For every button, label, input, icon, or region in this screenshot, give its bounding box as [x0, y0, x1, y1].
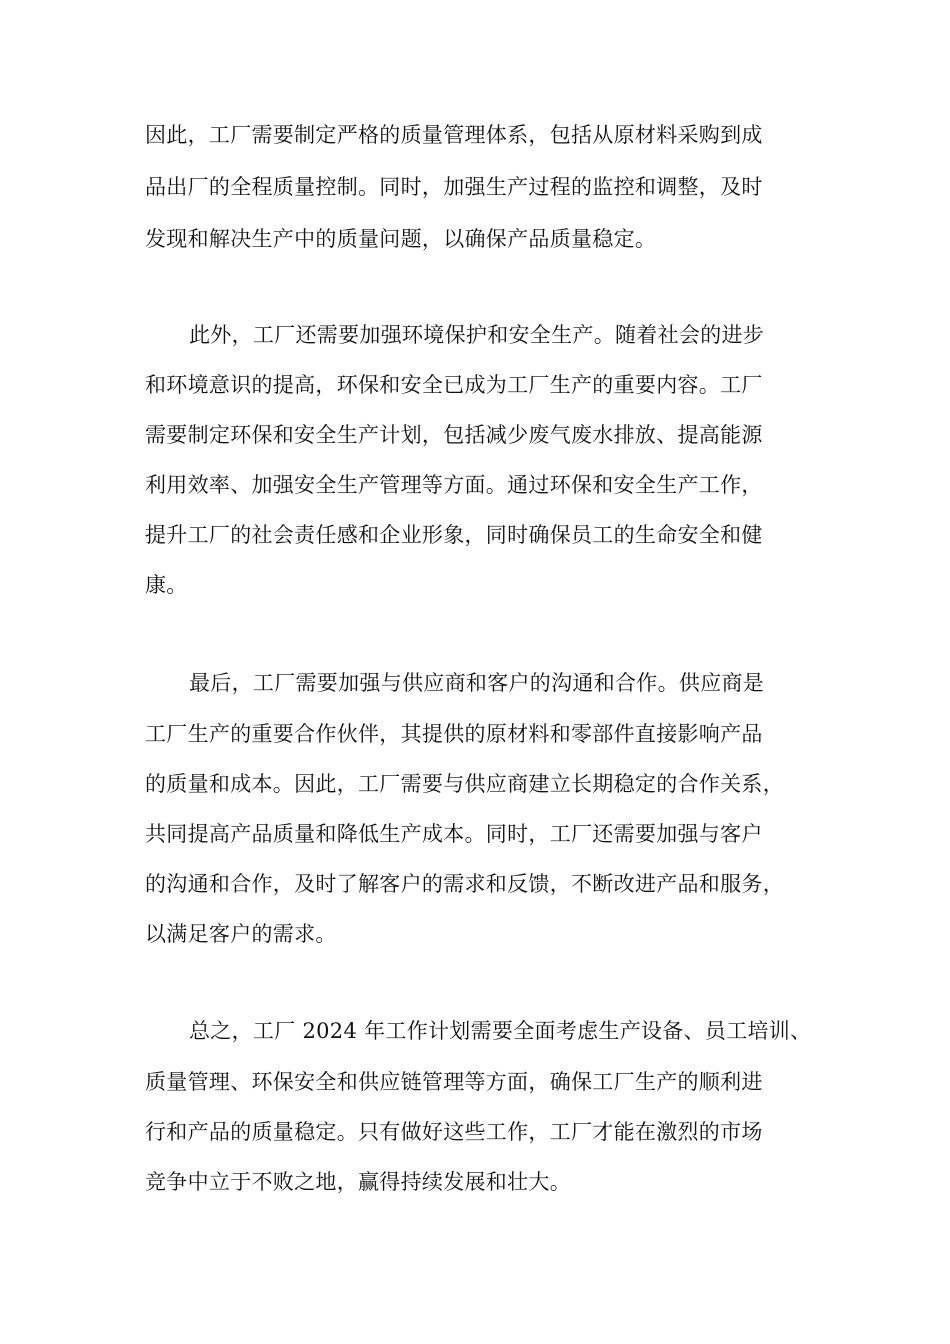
paragraph-2-line-5: 提升工厂的社会责任感和企业形象，同时确保员工的生命安全和健 [145, 523, 763, 547]
paragraph-4-line-2: 质量管理、环保安全和供应链管理等方面，确保工厂生产的顺利进 [145, 1070, 763, 1094]
paragraph-2-line-6: 康。 [145, 573, 188, 597]
paragraph-3-line-6: 以满足客户的需求。 [145, 922, 337, 946]
paragraph-4-line-3: 行和产品的质量稳定。只有做好这些工作，工厂才能在激烈的市场 [145, 1120, 763, 1144]
paragraph-3-line-1: 最后，工厂需要加强与供应商和客户的沟通和合作。供应商是 [189, 671, 765, 695]
paragraph-3-line-5: 的沟通和合作，及时了解客户的需求和反馈，不断改进产品和服务， [145, 872, 784, 896]
paragraph-3-line-2: 工厂生产的重要合作伙伴，其提供的原材料和零部件直接影响产品 [145, 722, 763, 746]
paragraph-2-line-4: 利用效率、加强安全生产管理等方面。通过环保和安全生产工作， [145, 473, 763, 497]
paragraph-2-line-3: 需要制定环保和安全生产计划，包括减少废气废水排放、提高能源 [145, 423, 763, 447]
paragraph-4-line-4: 竞争中立于不败之地，赢得持续发展和壮大。 [145, 1170, 571, 1194]
paragraph-1-line-1: 因此，工厂需要制定严格的质量管理体系，包括从原材料采购到成 [145, 123, 763, 147]
paragraph-3-line-3: 的质量和成本。因此，工厂需要与供应商建立长期稳定的合作关系， [145, 772, 784, 796]
paragraph-2-line-2: 和环境意识的提高，环保和安全已成为工厂生产的重要内容。工厂 [145, 373, 763, 397]
paragraph-2-line-1: 此外，工厂还需要加强环境保护和安全生产。随着社会的进步 [189, 323, 765, 347]
paragraph-4-line-1: 总之，工厂 2024 年工作计划需要全面考虑生产设备、员工培训、 [189, 1019, 812, 1043]
paragraph-3-line-4: 共同提高产品质量和降低生产成本。同时，工厂还需要加强与客户 [145, 822, 763, 846]
paragraph-1-line-2: 品出厂的全程质量控制。同时，加强生产过程的监控和调整，及时 [145, 175, 763, 199]
paragraph-1-line-3: 发现和解决生产中的质量问题，以确保产品质量稳定。 [145, 227, 657, 251]
